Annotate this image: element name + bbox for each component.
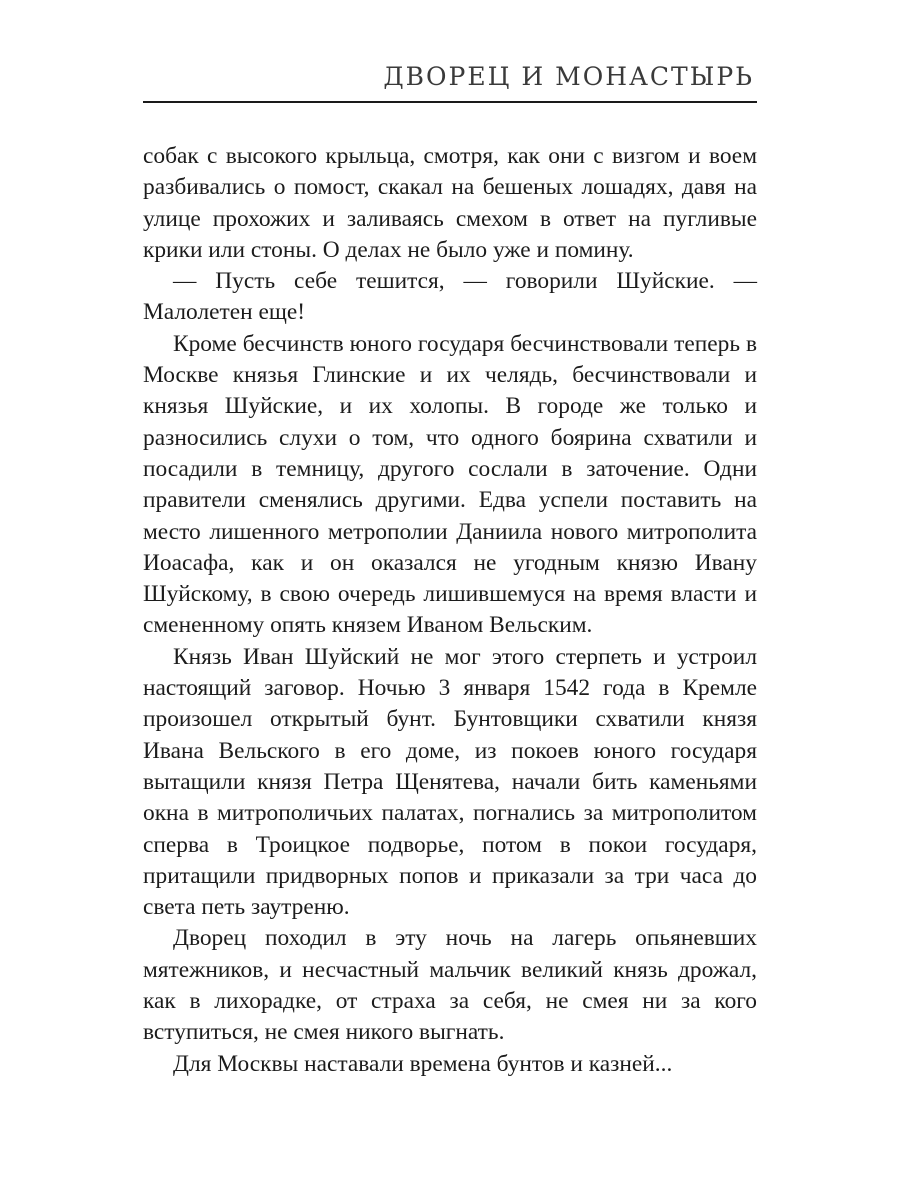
paragraph: собак с высокого крыльца, смотря, как они с визгом и воем разбивались о помост, скакал на бешеных лошадях, давя на улице прохожих и заливаясь смехом в ответ на пугливые крики или стоны. О делах не было уже и помину. [143, 143, 757, 263]
running-head: ДВОРЕЦ И МОНАСТЫРЬ [383, 62, 754, 91]
body-text [143, 141, 757, 1080]
header-rule [143, 101, 757, 103]
paragraph: Дворец походил в эту ночь на лагерь опьяневших мятежников, и несчастный мальчик великий князь дрожал, как в лихорадке, от страха за себя, не смея ни за кого вступиться, не смея никого выгнать. [143, 925, 757, 1046]
paragraph: Для Москвы наставали времена бунтов и казней... [173, 1050, 673, 1077]
paragraph: Кроме бесчинств юного государя бесчинствовали теперь в Москве князья Глинские и их челядь, бесчинствовали и князья Шуйские, и их холопы. В городе же только и разносились слухи о том, что одного боярина схватили и посадили в темницу, другого сослали в заточение. Одни правители сменялись другими. Едва успели поставить на место лишенного метрополии Даниила нового митрополита Иоасафа, как и он оказался не угодным князю Ивану Шуйскому, в свою очередь лишившемуся на время власти и смененному опять князем Иваном Вельским. [143, 330, 757, 639]
paragraph: — Пусть себе тешится, — говорили Шуйские. — Малолетен еще! [143, 268, 757, 326]
paragraph: Князь Иван Шуйский не мог этого стерпеть и устроил настоящий заговор. Ночью 3 января 1542 года в Кремле произошел открытый бунт. Бунтовщики схватили князя Ивана Вельского в его доме, из покоев юного государя вытащили князя Петра Щенятева, начали бить каменьями окна в митрополичьих палатах, погнались за митрополитом сперва в Троицкое подворье, потом в покои государя, притащили придворных попов и приказали за три часа до света петь заутреню. [143, 643, 757, 921]
